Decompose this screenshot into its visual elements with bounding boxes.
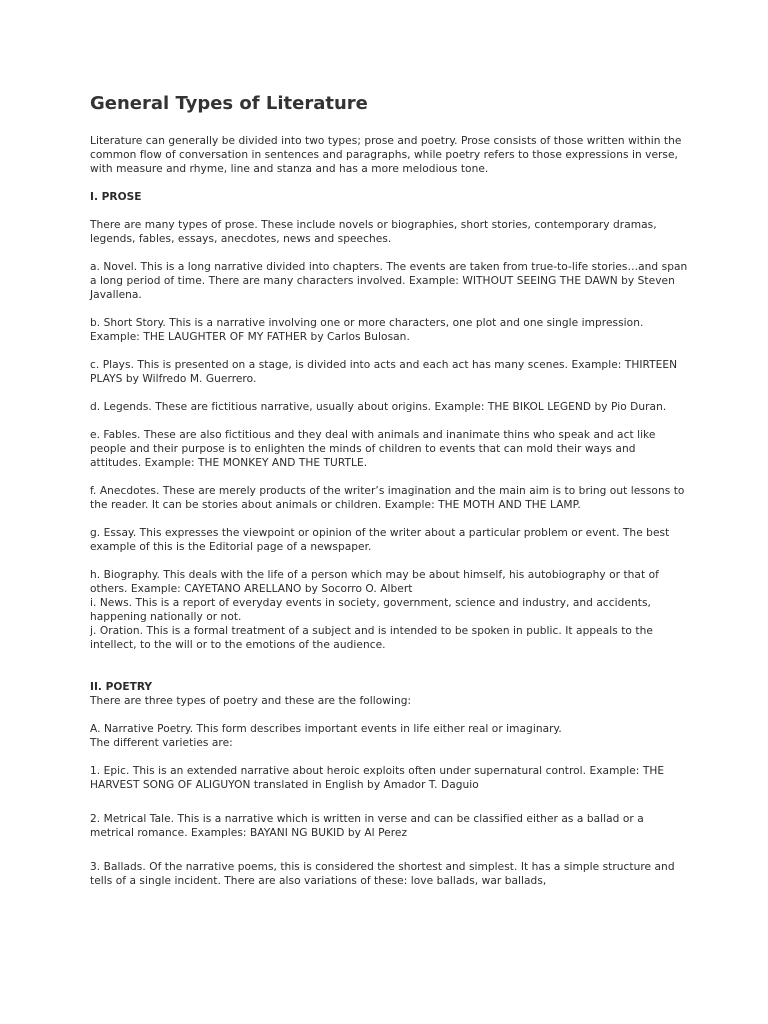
prose-item-short-story: b. Short Story. This is a narrative involving one or more characters, one plot and one single impression. Example: THE LAUGHTER OF MY FATHER by Carlos Bulosan. (90, 317, 644, 343)
prose-item-legends: d. Legends. These are fictitious narrative, usually about origins. Example: THE BIKOL LEGEND by Pio Duran. (90, 401, 667, 413)
narrative-poetry-title: A. Narrative Poetry. This form describes important events in life either real or imaginary. (90, 723, 562, 735)
section-gap (90, 666, 690, 680)
poetry-intro: There are three types of poetry and these are the following: (90, 695, 412, 707)
poetry-item-epic: 1. Epic. This is an extended narrative about heroic exploits often under supernatural control. Example: THE HARVEST SONG OF ALIGUYON translated in English by Amador T. Daguio (90, 765, 665, 791)
prose-item-oration: j. Oration. This is a formal treatment of a subject and is intended to be spoken in public. It appeals to the intellect, to the will or to the emotions of the audience. (90, 625, 653, 651)
prose-item-anecdotes: f. Anecdotes. These are merely products of the writer’s imagination and the main aim is to bring out lessons to the reader. It can be stories about animals or children. Example: THE MOTH AND THE LAMP. (90, 485, 685, 511)
prose-item-biography: h. Biography. This deals with the life of a person which may be about himself, his autobiography or that of others. Example: CAYETANO ARELLANO by Socorro O. Albert (90, 569, 659, 595)
prose-item-essay: g. Essay. This expresses the viewpoint or opinion of the writer about a particular problem or event. The best example of this is the Editorial page of a newspaper. (90, 527, 670, 553)
poetry-heading: II. POETRY (90, 681, 153, 693)
prose-item-news: i. News. This is a report of everyday events in society, government, science and industry, and accidents, happening nationally or not. (90, 597, 651, 623)
prose-item-fables: e. Fables. These are also fictitious and they deal with animals and inanimate thins who speak and act like people and their purpose is to enlighten the minds of children to events that can mold their ways and attitudes. Example: THE MONKEY AND THE TURTLE. (90, 429, 656, 469)
prose-heading: I. PROSE (90, 191, 142, 203)
document-page (90, 92, 690, 902)
poetry-item-ballads: 3. Ballads. Of the narrative poems, this is considered the shortest and simplest. It has a simple structure and tells of a single incident. There are also variations of these: love ballads, war ballads, (90, 861, 675, 887)
narrative-poetry-sub: The different varieties are: (90, 737, 233, 749)
poetry-item-metrical-tale: 2. Metrical Tale. This is a narrative which is written in verse and can be classified either as a ballad or a metrical romance. Examples: BAYANI NG BUKID by Al Perez (90, 813, 644, 839)
prose-intro: There are many types of prose. These include novels or biographies, short stories, contemporary dramas, legends, fables, essays, anecdotes, news and speeches. (90, 219, 657, 245)
page-title: General Types of Literature (90, 93, 368, 114)
prose-item-plays: c. Plays. This is presented on a stage, is divided into acts and each act has many scenes. Example: THIRTEEN PLAYS by Wilfredo M. Guerrero. (90, 359, 678, 385)
intro-paragraph: Literature can generally be divided into two types; prose and poetry. Prose consists of those written within the common flow of conversation in sentences and paragraphs, while poetry refers to those expressions in verse, with measure and rhyme, line and stanza and has a more melodious tone. (90, 135, 682, 175)
prose-item-novel: a. Novel. This is a long narrative divided into chapters. The events are taken from true-to-life stories…and span a long period of time. There are many characters involved. Example: WITHOUT SEEING THE DAWN by Steven Javallena. (90, 261, 688, 301)
